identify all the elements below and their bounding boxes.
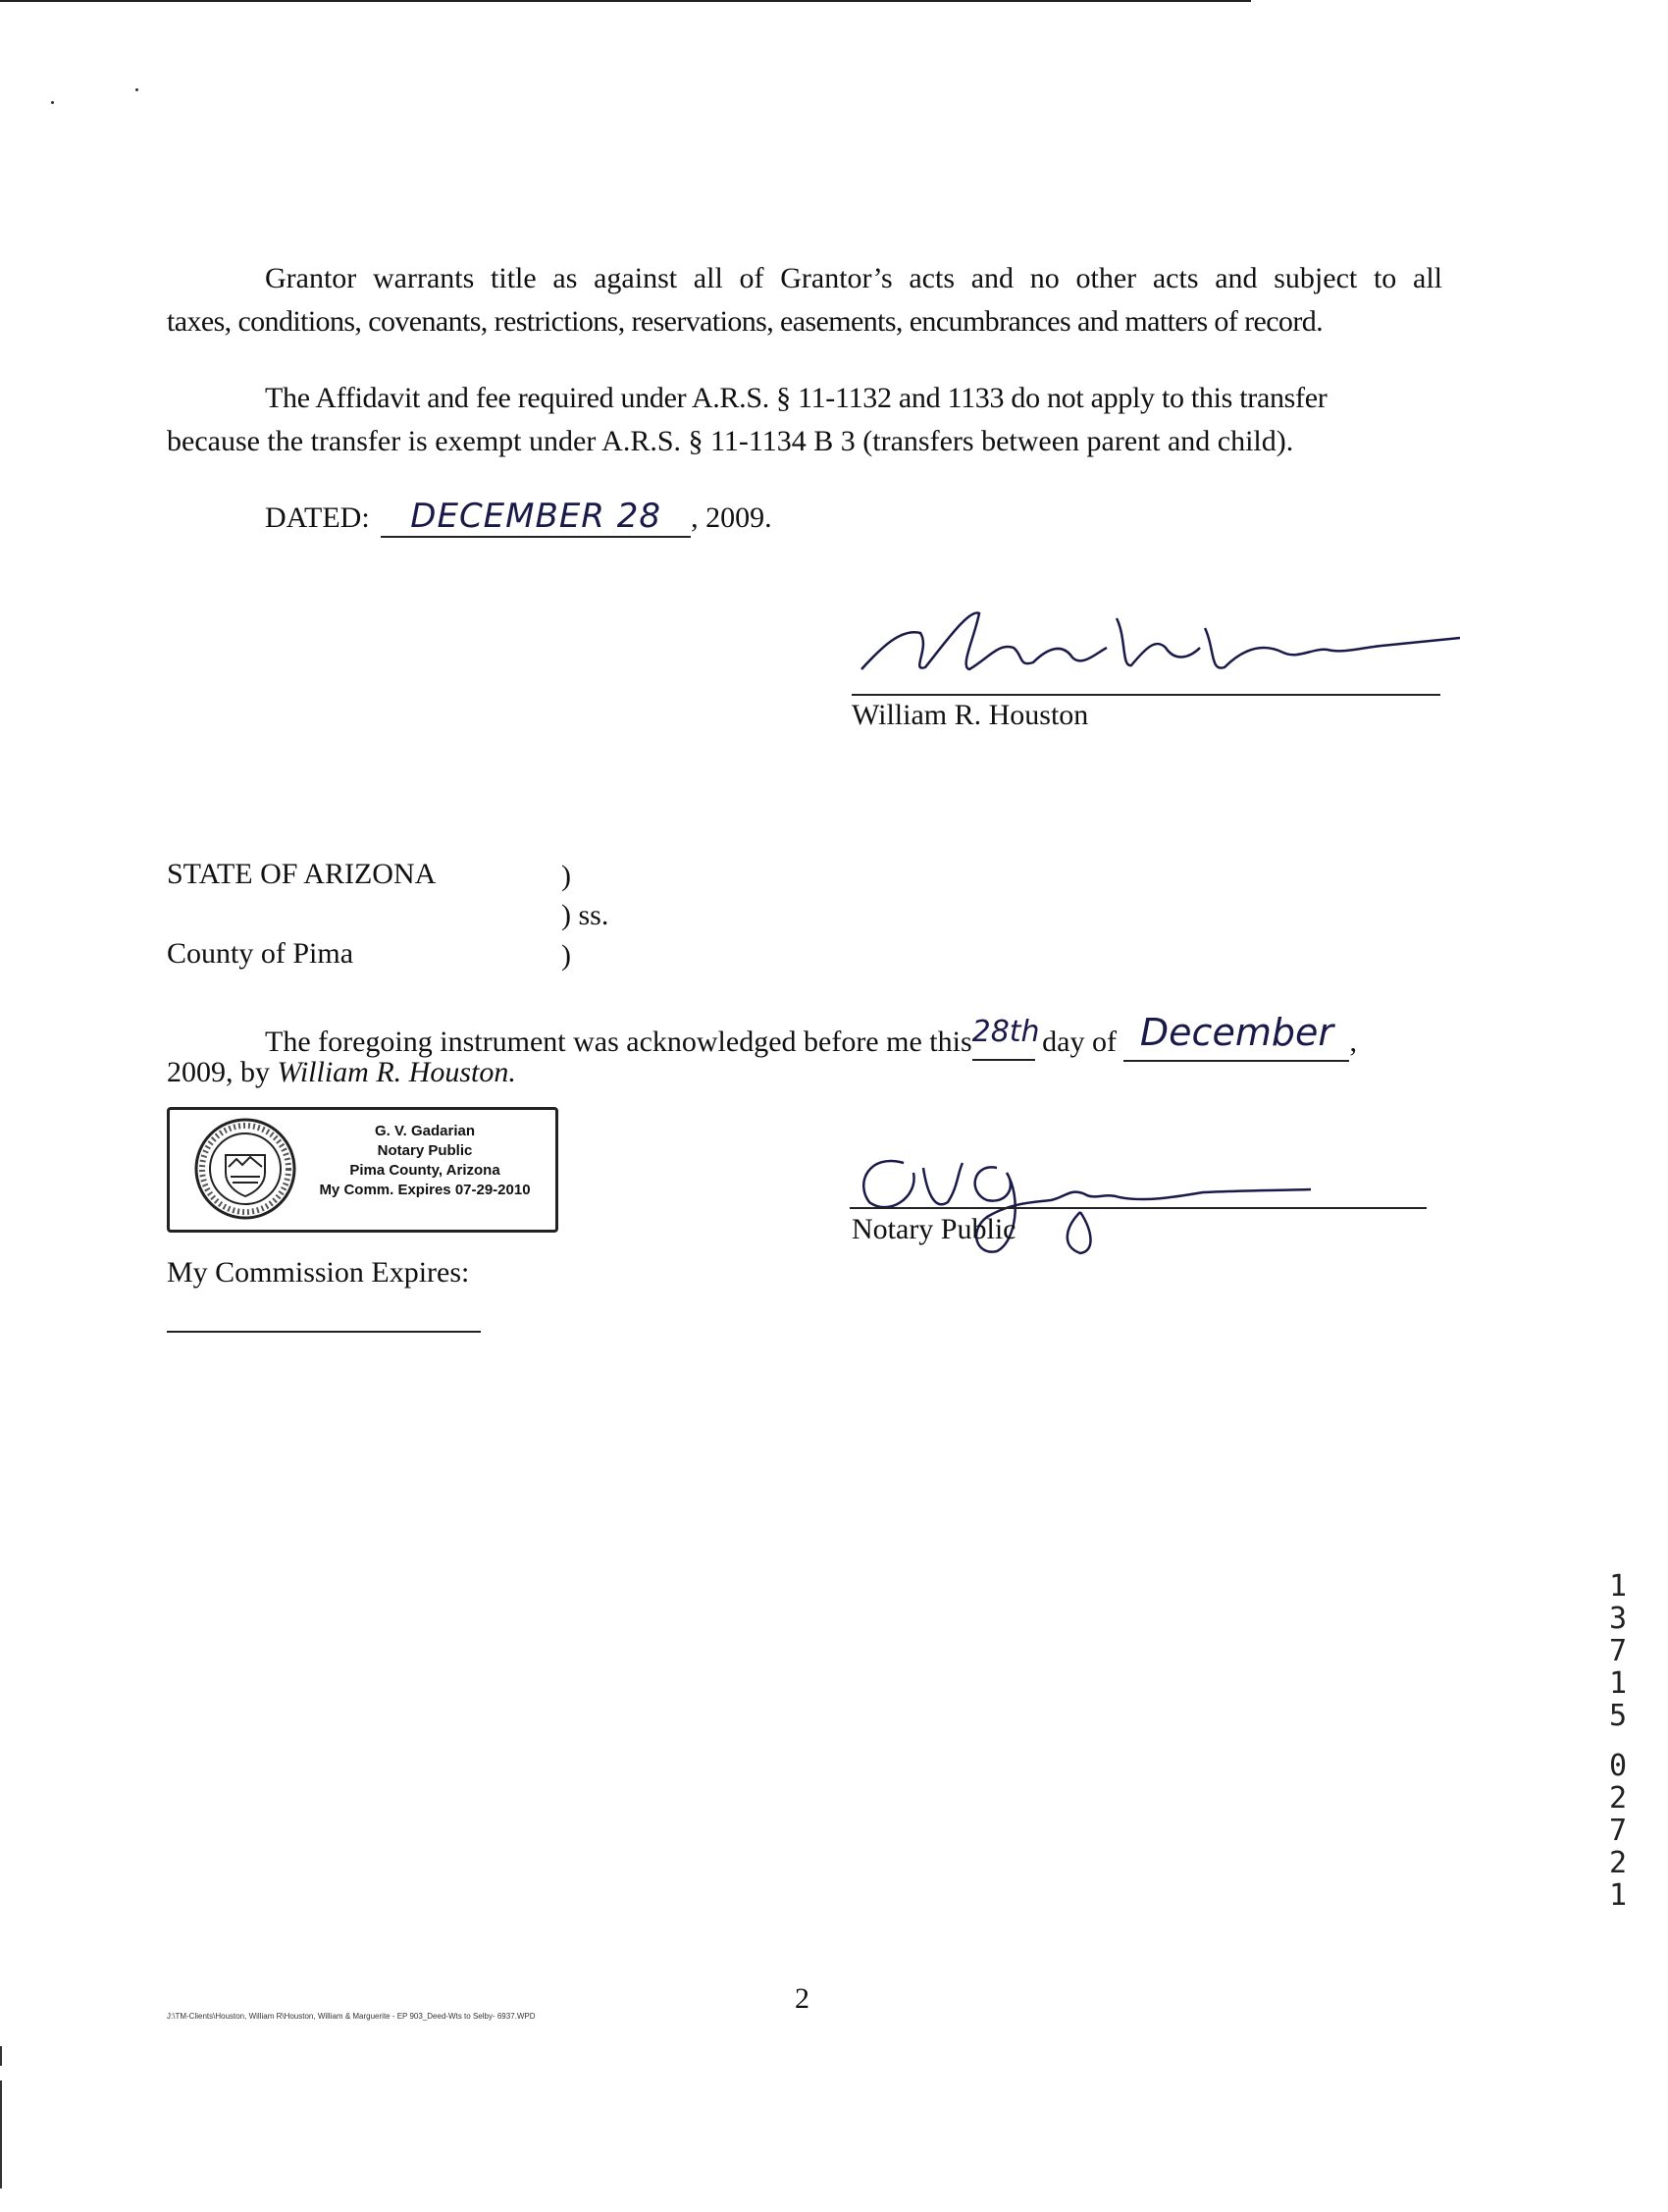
- acknowledgment-line-2: [167, 1056, 516, 1089]
- notary-county: Pima County, Arizona: [349, 1162, 500, 1179]
- top-rule: [0, 0, 1251, 2]
- grantor-printed-name: William R. Houston: [852, 699, 1089, 731]
- handwritten-date: DECEMBER 28: [410, 497, 662, 536]
- dated-handwritten-field: [381, 497, 691, 538]
- acknowledgment-prefix: The foregoing instrument was acknowledged before me this: [265, 1026, 972, 1058]
- notary-signature-line: [850, 1207, 1427, 1209]
- acknowledgment-signer-name: William R. Houston.: [277, 1056, 516, 1088]
- footer-file-path: J:\TM-Clients\Houston, William R\Houston, William & Marguerite - EP 903_Deed-Wts to Selby- 6937.WPD: [167, 2012, 536, 2021]
- affidavit-paragraph: [167, 377, 1442, 463]
- notary-name: G. V. Gadarian: [375, 1123, 475, 1139]
- warranty-paragraph: [167, 257, 1442, 343]
- handwritten-day: 28th: [971, 1015, 1040, 1049]
- arizona-seal-icon: [191, 1116, 299, 1222]
- bates-digit: 5: [1608, 1699, 1628, 1733]
- acknowledgment-day-field: [971, 1015, 1040, 1061]
- page-number: 2: [795, 1982, 809, 2015]
- grantor-signature-scribble: [852, 589, 1460, 697]
- venue-state: STATE OF ARIZONA: [167, 858, 437, 890]
- scan-edge-mark: [0, 2080, 2, 2188]
- bates-number: [1603, 1570, 1633, 1912]
- bates-gap: [1603, 1732, 1633, 1750]
- acknowledgment-line2-prefix: 2009, by: [167, 1056, 278, 1088]
- notary-commission-expiry: My Comm. Expires 07-29-2010: [319, 1182, 531, 1198]
- bates-digit: 2: [1608, 1846, 1628, 1880]
- bates-digit: 3: [1608, 1602, 1628, 1636]
- warranty-line-1: Grantor warrants title as against all of Grantor’s acts and no other acts and subject to all: [265, 262, 1442, 294]
- scan-speck: [51, 101, 54, 104]
- acknowledgment-month-field: [1123, 1011, 1349, 1062]
- bates-digit: 0: [1608, 1749, 1628, 1783]
- handwritten-month: December: [1139, 1011, 1333, 1054]
- affidavit-line-1: The Affidavit and fee required under A.R.S. § 11-1132 and 1133 do not apply to this transfer: [265, 382, 1328, 414]
- notary-stamp-text: [297, 1122, 552, 1200]
- grantor-signature-line: [852, 694, 1440, 696]
- scan-edge-mark: [0, 2046, 2, 2066]
- venue-ss: ) ss.: [561, 899, 609, 931]
- bates-digit: 1: [1608, 1569, 1628, 1604]
- venue-paren-1: ): [561, 860, 571, 892]
- dated-label: DATED:: [265, 501, 370, 534]
- acknowledgment-day-of: day of: [1042, 1026, 1117, 1058]
- bates-digit: 2: [1608, 1781, 1628, 1816]
- scan-speck: [135, 88, 138, 91]
- grantor-signature-block: [852, 589, 1440, 697]
- venue-county: County of Pima: [167, 937, 354, 970]
- commission-expires-label: My Commission Expires:: [167, 1256, 470, 1289]
- dated-year: , 2009.: [691, 501, 772, 534]
- bates-digit: 1: [1608, 1666, 1628, 1701]
- notary-title: Notary Public: [377, 1142, 473, 1159]
- notary-stamp: [167, 1107, 558, 1233]
- venue-paren-3: ): [561, 939, 571, 972]
- bates-digit: 1: [1608, 1878, 1628, 1913]
- warranty-line-2: taxes, conditions, covenants, restrictions, reservations, easements, encumbrances and matters of record.: [167, 305, 1324, 338]
- affidavit-line-2: because the transfer is exempt under A.R.S. § 11-1134 B 3 (transfers between parent and child).: [167, 425, 1294, 457]
- commission-expires-line: [167, 1331, 481, 1333]
- bates-digit: 7: [1608, 1634, 1628, 1668]
- acknowledgment-comma: ,: [1349, 1026, 1357, 1058]
- dated-line: [265, 497, 772, 538]
- bates-digit: 7: [1608, 1814, 1628, 1848]
- notary-signature-label: Notary Public: [852, 1213, 1016, 1245]
